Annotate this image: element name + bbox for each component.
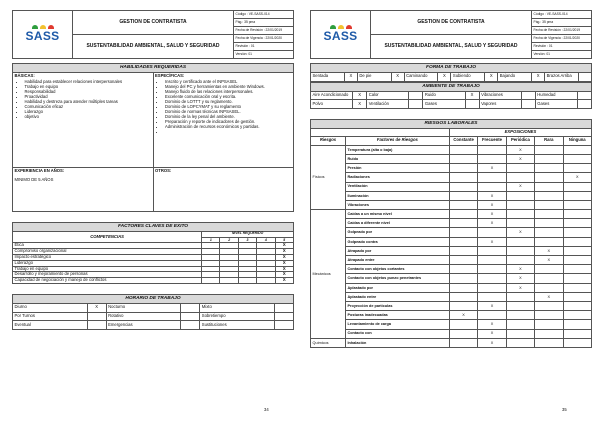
exposure-cell: X: [535, 292, 563, 301]
horario-mark: [87, 321, 106, 330]
exposure-cell: [449, 338, 477, 347]
factor-riesgo: Inhalación: [345, 338, 449, 347]
riesgos-header: Constante: [449, 136, 477, 145]
table-row: [311, 173, 592, 182]
level-cell: [257, 278, 275, 284]
exposure-cell: [478, 145, 506, 154]
table-row: [311, 91, 592, 100]
table-row: [311, 256, 592, 265]
exposure-cell: [535, 210, 563, 219]
header-subtitle: SUSTENTABILIDAD AMBIENTAL, SALUD Y SEGURIDAD: [371, 35, 532, 59]
basicas-item: • Comunicación eficaz: [25, 104, 152, 109]
level-cell: [202, 278, 220, 284]
exposure-cell: [478, 246, 506, 255]
forma-label: Subiendo: [451, 73, 485, 82]
horario-mark: [87, 312, 106, 321]
exposure-cell: [449, 301, 477, 310]
factor-riesgo: Golpeado contra: [345, 237, 449, 246]
exposure-cell: [563, 191, 591, 200]
exposure-cell: [506, 320, 534, 329]
table-row: [13, 303, 294, 312]
forma-label: Bajando: [498, 73, 532, 82]
exposure-cell: [563, 338, 591, 347]
exposure-cell: X: [535, 246, 563, 255]
exposure-cell: [563, 145, 591, 154]
exposure-cell: [506, 338, 534, 347]
habilidades-title: HABILIDADES REQUERIDAS: [13, 64, 294, 73]
exposure-cell: [449, 320, 477, 329]
exposure-cell: [506, 164, 534, 173]
riesgos-table: RIESGOS LABORALES EXPOSICIONES Riesgos Factores de Riesgos Constante Frecuente Periódica Rara Ninguna Físicos Temperatura (alta o baja) X Ruido X Presión X Radiaciones X Ventilación X Iluminación X Vibraciones X Mecánicos Caídas a un mismo nivel X Caídas a diferente nivel X Golpeado por X Golpeado contra X Atrapado por X Atrapado entre X Contacto con objetos cortantes X Contacto con objetos punzo penetrantes X Aplastado por X Aplastado entre X Proyección de partículas X Posturas inadecuadas X Levantamiento de carga X Contacto con X Químicos Inhalación X: [310, 119, 592, 348]
basicas-item: • objetivo: [25, 114, 152, 119]
especificas-item: • Dominio de la ley penal del ambiente.: [165, 114, 292, 119]
forma-label: De pie: [357, 73, 391, 82]
factor-riesgo: Contacto con: [345, 329, 449, 338]
ambiente-label: Ventilación: [367, 100, 409, 109]
exposure-cell: [449, 154, 477, 163]
table-row: [311, 219, 592, 228]
especificas-item: • Manejo fluido de las relaciones interpersonales.: [165, 89, 292, 94]
ambiente-mark: [577, 100, 591, 109]
horario-mark: [181, 303, 200, 312]
ambiente-mark: [521, 91, 535, 100]
forma-mark: X: [438, 73, 451, 82]
basicas-item: • Habilidad para establecer relaciones interpersonales: [25, 79, 152, 84]
table-row: [311, 265, 592, 274]
exposure-cell: [535, 338, 563, 347]
exposure-cell: [449, 173, 477, 182]
experiencia-cell: EXPERIENCIA EN AÑOS: MINIMO DE 5 AÑOS: [13, 168, 154, 212]
document-header: SASS GESTION DE CONTRATISTA Código : VE-SASS-014 Pág.: 35 pma Fecha de Revisión : 22/01/2019 SUSTENTABILIDAD AMBIENTAL, SALUD Y SEGURIDAD Fecha de Vigencia : 22/01/2020 Revisión : 01 Versión: 01: [310, 10, 592, 59]
header-subtitle: SUSTENTABILIDAD AMBIENTAL, SALUD Y SEGURIDAD: [73, 35, 234, 59]
header-title: GESTION DE CONTRATISTA: [371, 11, 532, 35]
table-row: [311, 283, 592, 292]
exposure-cell: X: [535, 256, 563, 265]
exposure-cell: [563, 256, 591, 265]
especificas-item: • Dominio de LOPCYMAT y su reglamento: [165, 104, 292, 109]
exposure-cell: [449, 274, 477, 283]
competencia-name: Desarrollo y mejoramiento de personas: [13, 272, 202, 278]
exposure-cell: [478, 256, 506, 265]
ambiente-mark: [409, 91, 423, 100]
exposure-cell: [449, 246, 477, 255]
exposure-cell: [478, 283, 506, 292]
exposure-cell: X: [478, 320, 506, 329]
horario-mark: X: [87, 303, 106, 312]
page-number: 34: [264, 407, 269, 412]
ambiente-mark: X: [465, 91, 479, 100]
exposure-cell: X: [478, 164, 506, 173]
exposure-cell: [506, 191, 534, 200]
table-row: [311, 154, 592, 163]
riesgo-group: Mecánicos: [311, 210, 346, 339]
horario-table: HORARIO DE TRABAJO Diurno X Nocturno Mixto Por Turnos Rotativo Sobretiempo Eventual Emergencias Sustituciones: [12, 294, 294, 330]
factor-riesgo: Levantamiento de carga: [345, 320, 449, 329]
exposure-cell: [478, 228, 506, 237]
exposure-cell: [506, 246, 534, 255]
exposure-cell: [563, 154, 591, 163]
level-mark: X: [275, 260, 293, 266]
exposure-cell: X: [506, 283, 534, 292]
ambiente-label: Gases: [423, 100, 465, 109]
especificas-item: [165, 129, 292, 134]
exposure-cell: [449, 210, 477, 219]
ambiente-label: Vapores: [479, 100, 521, 109]
ambiente-label: Polvo: [311, 100, 353, 109]
exposure-cell: [506, 329, 534, 338]
level-header: 1: [202, 237, 220, 243]
level-mark: X: [275, 243, 293, 249]
exposure-cell: X: [506, 228, 534, 237]
especificas-item: • Dominio de normas técnicas INPSASEL.: [165, 109, 292, 114]
exposure-cell: [449, 228, 477, 237]
ambiente-mark: [521, 100, 535, 109]
exposure-cell: [563, 210, 591, 219]
factor-riesgo: Golpeado por: [345, 228, 449, 237]
riesgos-header: Ninguna: [563, 136, 591, 145]
level-mark: X: [275, 249, 293, 255]
exposure-cell: [478, 292, 506, 301]
exposure-cell: X: [478, 301, 506, 310]
especificas-item: • Excelente comunicación oral y escrita.: [165, 94, 292, 99]
exposure-cell: [563, 320, 591, 329]
exposure-cell: X: [478, 338, 506, 347]
table-row: [311, 191, 592, 200]
exposure-cell: [563, 283, 591, 292]
especificas-item: • Preparación y reporte de indicadores de gestión.: [165, 119, 292, 124]
exposure-cell: X: [506, 154, 534, 163]
horario-mark: [181, 321, 200, 330]
ambiente-label: Gases: [535, 100, 577, 109]
horario-mark: [275, 321, 294, 330]
exposure-cell: [478, 182, 506, 191]
ambiente-table: AMBIENTE DE TRABAJO Aire Acondicionado X Calor Ruido X Vibraciones Humedad Polvo X Ventilación Gases Vapores Gases: [310, 82, 592, 109]
exposure-cell: [563, 237, 591, 246]
factor-riesgo: Caídas a un mismo nivel: [345, 210, 449, 219]
forma-mark: X: [532, 73, 545, 82]
basicas-item: • Trabajo en equipo: [25, 84, 152, 89]
exposure-cell: [535, 200, 563, 209]
table-row: [13, 312, 294, 321]
horario-label: Rotativo: [106, 312, 181, 321]
especificas-item: • Manejo del PC y herramientas en ambiente Windows.: [165, 84, 292, 89]
level-mark: X: [275, 266, 293, 272]
riesgo-group: Químicos: [311, 338, 346, 347]
exposure-cell: [478, 265, 506, 274]
table-row: [311, 164, 592, 173]
exposure-cell: [449, 219, 477, 228]
especificas-item: • Administración de recursos económicos y partidas.: [165, 124, 292, 129]
horario-label: Por Turnos: [13, 312, 88, 321]
exposure-cell: [449, 265, 477, 274]
exposure-cell: X: [478, 329, 506, 338]
exposure-cell: [563, 265, 591, 274]
level-mark: X: [275, 272, 293, 278]
exposure-cell: X: [563, 173, 591, 182]
level-header: 4: [257, 237, 275, 243]
exposure-cell: [506, 200, 534, 209]
forma-mark: X: [344, 73, 357, 82]
factor-riesgo: Aplastado por: [345, 283, 449, 292]
horario-label: Sobretiempo: [200, 312, 275, 321]
exposure-cell: [563, 246, 591, 255]
exposure-cell: X: [506, 182, 534, 191]
factor-riesgo: Aplastado entre: [345, 292, 449, 301]
exposure-cell: [535, 154, 563, 163]
table-row: [311, 292, 592, 301]
horario-label: Diurno: [13, 303, 88, 312]
exposure-cell: [449, 145, 477, 154]
ambiente-mark: [465, 100, 479, 109]
exposure-cell: [535, 283, 563, 292]
exposure-cell: [563, 228, 591, 237]
exposure-cell: [449, 292, 477, 301]
table-row: [311, 228, 592, 237]
exposure-cell: [535, 274, 563, 283]
forma-mark: [578, 73, 591, 82]
forma-mark: X: [391, 73, 404, 82]
exposure-cell: X: [478, 191, 506, 200]
especificas-item: • Inscrito y certificado ante el INPSASEL: [165, 79, 292, 84]
exposure-cell: [535, 219, 563, 228]
ambiente-mark: X: [353, 100, 367, 109]
ambiente-label: Aire Acondicionado: [311, 91, 353, 100]
competencia-name: Trabajo en equipo: [13, 266, 202, 272]
level-mark: X: [275, 278, 293, 284]
exposure-cell: [506, 292, 534, 301]
table-row: [13, 321, 294, 330]
exposure-cell: [563, 219, 591, 228]
table-row: [311, 329, 592, 338]
factor-riesgo: Posturas inadecuadas: [345, 311, 449, 320]
table-row: [311, 145, 592, 154]
exposure-cell: [449, 329, 477, 338]
factores-table: FACTORES CLAVES DE EXITO COMPETENCIAS NIVEL REQUERIDO 1 2 3 4 5 Ética X Compromiso organizacional X Impacto estratégico X Liderazgo X Trabajo en equipo X Desarrollo y mejoramiento de personas X Capacidad de negociación y manejo de conflictos X: [12, 222, 294, 284]
horario-mark: [181, 312, 200, 321]
exposure-cell: [449, 283, 477, 292]
riesgos-header: Factores de Riesgos: [345, 136, 449, 145]
exposure-cell: [506, 219, 534, 228]
page-number: 35: [562, 407, 567, 412]
exposure-cell: [449, 200, 477, 209]
riesgos-header: Frecuente: [478, 136, 506, 145]
factor-riesgo: Presión: [345, 164, 449, 173]
forma-label: Brazos Arriba: [545, 73, 579, 82]
especificas-cell: ESPECÍFICAS: • Inscrito y certificado ante el INPSASEL • Manejo del PC y herramientas en ambiente Windows. • Manejo fluido de las relaciones interpersonales. • Excelente comunicación oral y escrita. • Dominio de LOTTT y su reglamento. • Dominio de LOPCYMAT y su reglamento • Dominio de normas técnicas INPSASEL. • Dominio de la ley penal del ambiente. • Preparación y reporte de indicadores de gestión. • Administración de recursos económicos y partidas. •: [153, 73, 294, 168]
riesgos-header: Riesgos: [311, 136, 346, 145]
horario-label: Eventual: [13, 321, 88, 330]
table-row: [311, 274, 592, 283]
exposure-cell: X: [506, 145, 534, 154]
competencia-name: Capacidad de negociación y manejo de conflictos: [13, 278, 202, 284]
exposure-cell: [563, 311, 591, 320]
factor-riesgo: Radiaciones: [345, 173, 449, 182]
table-row: [311, 246, 592, 255]
horario-label: Mixto: [200, 303, 275, 312]
table-row: [311, 301, 592, 310]
page-35: [310, 10, 592, 410]
document-header: SASS GESTION DE CONTRATISTA Código : VE-SASS-014 Pág.: 35 pma Fecha de Revisión : 22/01/2019 SUSTENTABILIDAD AMBIENTAL, SALUD Y SEGURIDAD Fecha de Vigencia : 22/01/2020 Revisión : 01 Versión: 01: [12, 10, 294, 59]
otros-cell: OTROS:: [153, 168, 294, 212]
exposure-cell: [535, 237, 563, 246]
table-row: [311, 210, 592, 219]
riesgos-header: Rara: [535, 136, 563, 145]
level-header: 3: [238, 237, 256, 243]
ambiente-mark: X: [353, 91, 367, 100]
exposure-cell: [563, 274, 591, 283]
exposure-cell: [563, 329, 591, 338]
exposure-cell: [449, 256, 477, 265]
competencia-name: Liderazgo: [13, 260, 202, 266]
sass-logo: SASS: [13, 11, 73, 59]
exposure-cell: X: [478, 219, 506, 228]
competencia-name: Ética: [13, 243, 202, 249]
exposure-cell: X: [478, 210, 506, 219]
horario-mark: [275, 303, 294, 312]
exposure-cell: [563, 182, 591, 191]
exposure-cell: X: [449, 311, 477, 320]
forma-label: Caminando: [404, 73, 438, 82]
exposure-cell: [478, 154, 506, 163]
exposure-cell: [563, 164, 591, 173]
header-title: GESTION DE CONTRATISTA: [73, 11, 234, 35]
exposure-cell: [535, 265, 563, 274]
habilidades-table: [12, 63, 294, 212]
basicas-item: • Liderazgo: [25, 109, 152, 114]
exposure-cell: [449, 182, 477, 191]
level-cell: [220, 278, 238, 284]
horario-mark: [275, 312, 294, 321]
page-34: [12, 10, 294, 410]
exposure-cell: [563, 301, 591, 310]
forma-table: FORMA DE TRABAJO Sentada X De pie X Caminando X Subiendo X Bajando X Brazos Arriba: [310, 63, 592, 82]
exposure-cell: [535, 173, 563, 182]
riesgo-group: Físicos: [311, 145, 346, 209]
ambiente-label: Ruido: [423, 91, 465, 100]
exposure-cell: [535, 311, 563, 320]
level-header: 5: [275, 237, 293, 243]
ambiente-label: Vibraciones: [479, 91, 521, 100]
especificas-item: • Dominio de LOTTT y su reglamento.: [165, 99, 292, 104]
exposure-cell: [563, 200, 591, 209]
exposure-cell: [449, 237, 477, 246]
exposure-cell: [506, 237, 534, 246]
exposure-cell: [506, 311, 534, 320]
horario-label: Sustituciones: [200, 321, 275, 330]
exposure-cell: [506, 173, 534, 182]
exposure-cell: [535, 164, 563, 173]
exposure-cell: [535, 228, 563, 237]
horario-label: Nocturno: [106, 303, 181, 312]
exposure-cell: [535, 145, 563, 154]
factor-riesgo: Vibraciones: [345, 200, 449, 209]
table-row: [311, 237, 592, 246]
ambiente-label: Humedad: [535, 91, 577, 100]
exposure-cell: [535, 320, 563, 329]
forma-label: Sentada: [311, 73, 345, 82]
level-header: 2: [220, 237, 238, 243]
factor-riesgo: Contacto con objetos punzo penetrantes: [345, 274, 449, 283]
riesgos-header: Periódica: [506, 136, 534, 145]
basicas-item: • Proactividad: [25, 94, 152, 99]
basicas-item: • Responsabilidad: [25, 89, 152, 94]
factor-riesgo: Temperatura (alta o baja): [345, 145, 449, 154]
exposure-cell: X: [478, 237, 506, 246]
especificas-list: [155, 79, 292, 134]
exposure-cell: [535, 329, 563, 338]
table-row: [311, 200, 592, 209]
table-row: [311, 320, 592, 329]
factor-riesgo: Iluminación: [345, 191, 449, 200]
exposure-cell: [535, 182, 563, 191]
competencia-name: Compromiso organizacional: [13, 249, 202, 255]
level-cell: [238, 278, 256, 284]
exposure-cell: [535, 301, 563, 310]
table-row: [311, 311, 592, 320]
exposure-cell: [506, 301, 534, 310]
factor-riesgo: Atrapado por: [345, 246, 449, 255]
table-row: [311, 100, 592, 109]
factor-riesgo: Proyección de partículas: [345, 301, 449, 310]
exposure-cell: [563, 292, 591, 301]
exposure-cell: [478, 173, 506, 182]
factor-riesgo: Contacto con objetos cortantes: [345, 265, 449, 274]
exposure-cell: [449, 164, 477, 173]
factor-riesgo: Caídas a diferente nivel: [345, 219, 449, 228]
exposure-cell: [449, 191, 477, 200]
table-row: [311, 338, 592, 347]
ambiente-mark: [577, 91, 591, 100]
exposure-cell: [506, 210, 534, 219]
exposure-cell: X: [506, 274, 534, 283]
table-row: [13, 278, 294, 284]
table-row: [311, 182, 592, 191]
basicas-list: [15, 79, 152, 119]
factor-riesgo: Ruido: [345, 154, 449, 163]
competencia-name: Impacto estratégico: [13, 254, 202, 260]
ambiente-label: Calor: [367, 91, 409, 100]
factor-riesgo: Atrapado entre: [345, 256, 449, 265]
forma-mark: X: [485, 73, 498, 82]
level-mark: X: [275, 254, 293, 260]
sass-logo: SASS: [311, 11, 371, 59]
horario-label: Emergencias: [106, 321, 181, 330]
factor-riesgo: Ventilación: [345, 182, 449, 191]
basicas-item: • Habilidad y destreza para atender múltiples tareas: [25, 99, 152, 104]
exposure-cell: [506, 256, 534, 265]
exposure-cell: X: [506, 265, 534, 274]
exposure-cell: X: [478, 200, 506, 209]
ambiente-mark: [409, 100, 423, 109]
exposure-cell: [535, 191, 563, 200]
exposure-cell: [478, 274, 506, 283]
basicas-cell: BÁSICAS: • Habilidad para establecer relaciones interpersonales • Trabajo en equipo • Responsabilidad • Proactividad • Habilidad y destreza para atender múltiples tareas • Comunicación eficaz • Liderazgo • objetivo: [13, 73, 154, 168]
exposure-cell: [478, 311, 506, 320]
